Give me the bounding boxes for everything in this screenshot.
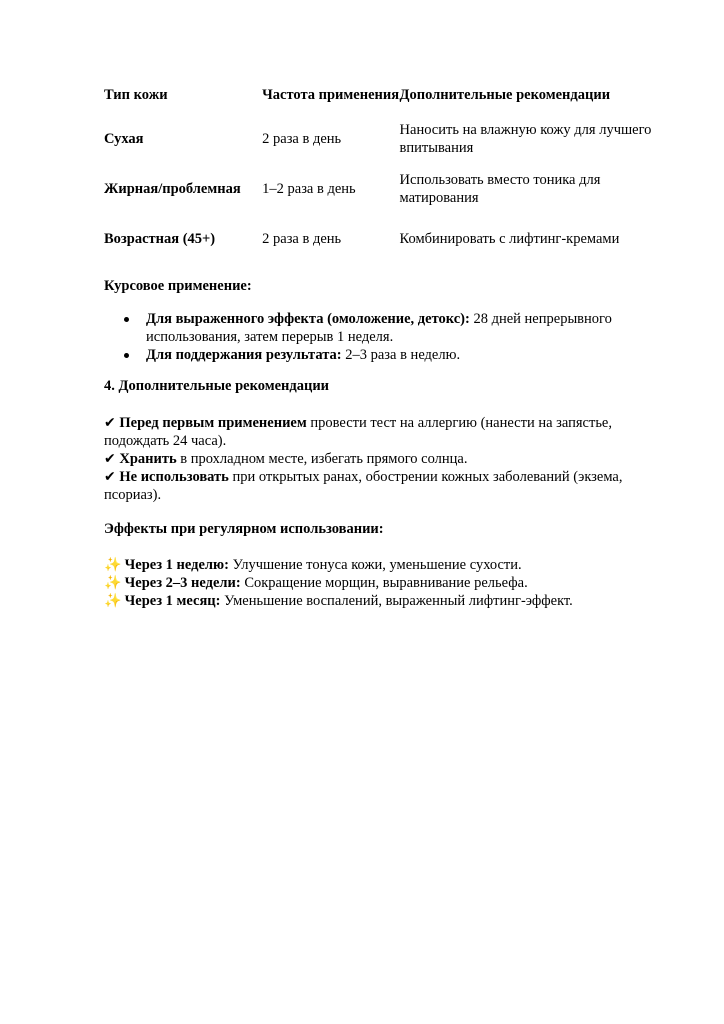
table-cell-skin-type: Возрастная (45+) (104, 231, 216, 247)
list-item (104, 414, 634, 450)
effect-bold: Через 1 неделю: (124, 557, 229, 573)
table-row (98, 164, 658, 214)
effect-bold: Через 2–3 недели: (124, 575, 241, 591)
bullet-icon (124, 353, 129, 358)
effect-text: Улучшение тонуса кожи, уменьшение сухости. (228, 557, 522, 573)
table-header-skin-type: Тип кожи (104, 87, 168, 103)
list-item (104, 574, 644, 592)
table-cell-recommendation: Комбинировать с лифтинг-кремами (399, 231, 620, 247)
effect-text: Уменьшение воспалений, выраженный лифтинг-эффект. (220, 593, 573, 609)
checkmark-icon: ✔ (104, 469, 116, 485)
effects-heading: Эффекты при регулярном использовании: (104, 521, 384, 537)
recommendation-bold: Перед первым применением (119, 415, 307, 431)
recommendation-bold: Хранить (119, 451, 177, 467)
bullet-icon (124, 317, 129, 322)
list-item (104, 310, 624, 346)
list-item (104, 450, 634, 468)
table-cell-frequency: 2 раза в день (262, 231, 342, 247)
recommendation-table (98, 76, 658, 264)
table-header-recommendations: Дополнительные рекомендации (399, 87, 611, 103)
table-cell-skin-type: Сухая (104, 131, 144, 147)
table-cell-frequency: 2 раза в день (262, 131, 342, 147)
table-cell-recommendation: Наносить на влажную кожу для лучшего впитывания (399, 122, 652, 156)
list-item (104, 592, 644, 610)
course-item-text: 28 дней непрерывного использования, затем перерыв 1 неделя. (146, 311, 612, 345)
table-header-row (98, 76, 658, 114)
effect-text: Сокращение морщин, выравнивание рельефа. (240, 575, 528, 591)
table-header-frequency: Частота применения (262, 87, 400, 103)
course-heading: Курсовое применение: (104, 278, 252, 294)
effect-bold: Через 1 месяц: (124, 593, 221, 609)
course-item-text: 2–3 раза в неделю. (341, 347, 461, 363)
table-cell-skin-type: Жирная/проблемная (104, 181, 241, 197)
checkmark-icon: ✔ (104, 415, 116, 431)
table-row (98, 214, 658, 264)
list-item (104, 468, 634, 504)
course-item-bold: Для выраженного эффекта (омоложение, детокс): (146, 311, 470, 327)
course-item-bold: Для поддержания результата: (146, 347, 342, 363)
recommendations-list (104, 414, 634, 504)
recommendation-text: в прохладном месте, избегать прямого солнца. (176, 451, 468, 467)
recommendation-bold: Не использовать (119, 469, 229, 485)
section-heading: 4. Дополнительные рекомендации (104, 378, 330, 394)
effects-list (104, 556, 644, 610)
recommendation-text: провести тест на аллергию (нанести на запястье, подождать 24 часа). (104, 415, 612, 449)
sparkles-icon: ✨ (104, 593, 122, 609)
table-cell-recommendation: Использовать вместо тоника для матирования (399, 172, 601, 206)
checkmark-icon: ✔ (104, 451, 116, 467)
sparkles-icon: ✨ (104, 575, 122, 591)
table-cell-frequency: 1–2 раза в день (262, 181, 356, 197)
list-item (104, 556, 644, 574)
recommendation-text: при открытых ранах, обострении кожных заболеваний (экзема, псориаз). (104, 469, 623, 503)
table-row (98, 114, 658, 164)
course-list (104, 310, 624, 364)
list-item (104, 346, 624, 364)
sparkles-icon: ✨ (104, 557, 122, 573)
